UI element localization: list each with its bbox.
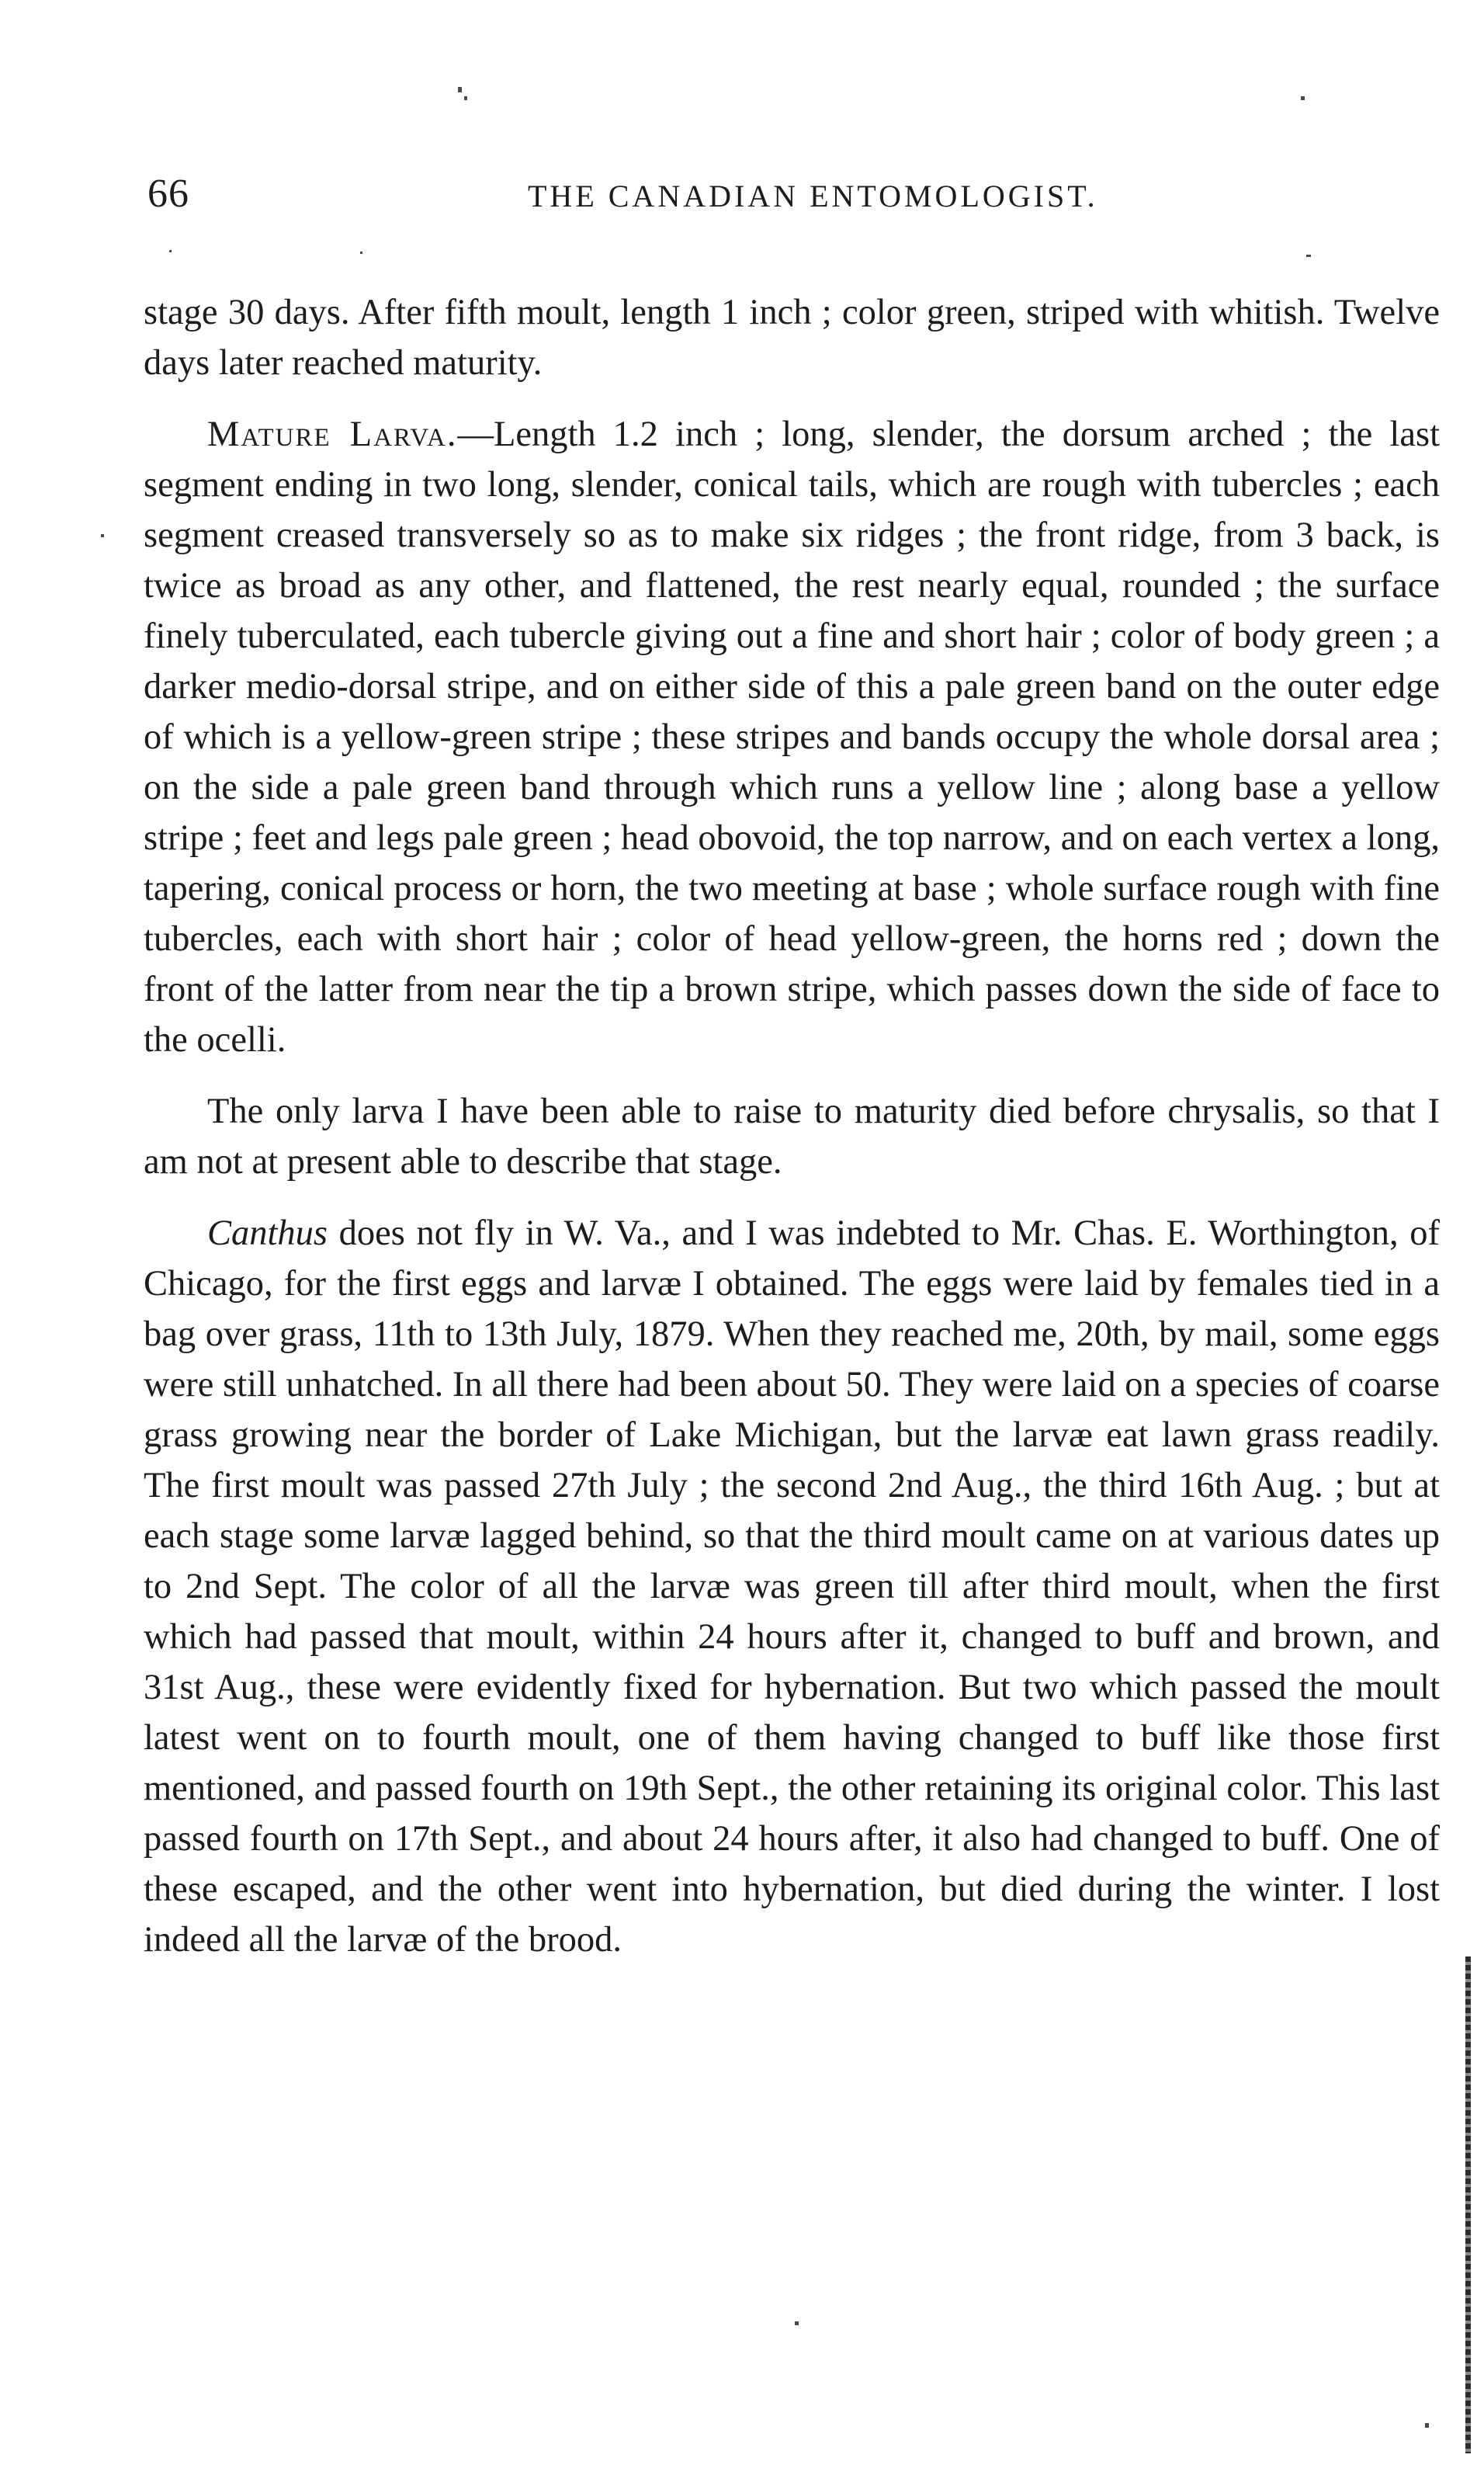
running-head bbox=[147, 167, 1444, 221]
species-name: Canthus bbox=[207, 1213, 328, 1253]
journal-title: THE CANADIAN ENTOMOLOGIST. bbox=[528, 179, 1098, 214]
paragraph-mature-larva bbox=[144, 409, 1440, 1065]
scan-speck bbox=[795, 2321, 799, 2325]
scan-speck bbox=[1306, 255, 1311, 257]
scan-speck bbox=[458, 87, 462, 92]
page-edge-shadow bbox=[1465, 1956, 1471, 2453]
scan-speck bbox=[1301, 96, 1305, 100]
scan-speck bbox=[360, 252, 362, 254]
paragraph-chrysalis-note: The only larva I have been able to raise to maturity died before chrysalis, so that I am not at present able to describe that stage. bbox=[144, 1092, 1440, 1182]
paragraph-stage-duration: stage 30 days. After fifth moult, length 1 inch ; color green, striped with whitish. Twelve days later reached maturity. bbox=[144, 293, 1440, 383]
scan-speck bbox=[101, 534, 104, 537]
scan-speck bbox=[1425, 2423, 1429, 2428]
scan-speck bbox=[169, 250, 172, 252]
section-heading-mature-larva: Mature Larva. bbox=[207, 415, 458, 454]
page-number: 66 bbox=[147, 172, 189, 216]
canthus-rearing-text: does not fly in W. Va., and I was indebted to Mr. Chas. E. Worthington, of Chicago, for the first eggs and larvæ I obtained. The eggs were laid by females tied in a bag over grass, 11th to 13th July, 1879. When they reached me, 20th, by mail, some eggs were still unhatched. In all there had been about 50. They were laid on a species of coarse grass growing near the border of Lake Michigan, but the larvæ eat lawn grass readily. The first moult was passed 27th July ; the second 2nd Aug., the third 16th Aug. ; but at each stage some larvæ lagged behind, so that the third moult came on at various dates up to 2nd Sept. The color of all the larvæ was green till after third moult, when the first which had passed that moult, within 24 hours after it, changed to buff and brown, and 31st Aug., these were evidently fixed for hybernation. But two which passed the moult latest went on to fourth moult, one of them having changed to buff like those first mentioned, and passed fourth on 19th Sept., the other retaining its original color. This last passed fourth on 17th Sept., and about 24 hours after, it also had changed to buff. One of these escaped, and the other went into hybernation, but died during the winter. I lost indeed all the larvæ of the brood. bbox=[144, 1213, 1440, 1960]
scan-speck bbox=[464, 96, 467, 100]
paragraph-canthus-rearing bbox=[144, 1208, 1440, 1965]
mature-larva-description: —Length 1.2 inch ; long, slender, the dorsum arched ; the last segment ending in two long, slender, conical tails, which are rough with tubercles ; each segment creased transversely so as to make six ridges ; the front ridge, from 3 back, is twice as broad as any other, and flattened, the rest nearly equal, rounded ; the surface finely tuberculated, each tubercle giving out a fine and short hair ; color of body green ; a darker medio-dorsal stripe, and on either side of this a pale green band on the outer edge of which is a yellow-green stripe ; these stripes and bands occupy the whole dorsal area ; on the side a pale green band through which runs a yellow line ; along base a yellow stripe ; feet and legs pale green ; head obovoid, the top narrow, and on each vertex a long, tapering, conical process or horn, the two meeting at base ; whole surface rough with fine tubercles, each with short hair ; color of head yellow-green, the horns red ; down the front of the latter from near the tip a brown stripe, which passes down the side of face to the ocelli. bbox=[144, 415, 1440, 1060]
article-body bbox=[144, 287, 1440, 1965]
